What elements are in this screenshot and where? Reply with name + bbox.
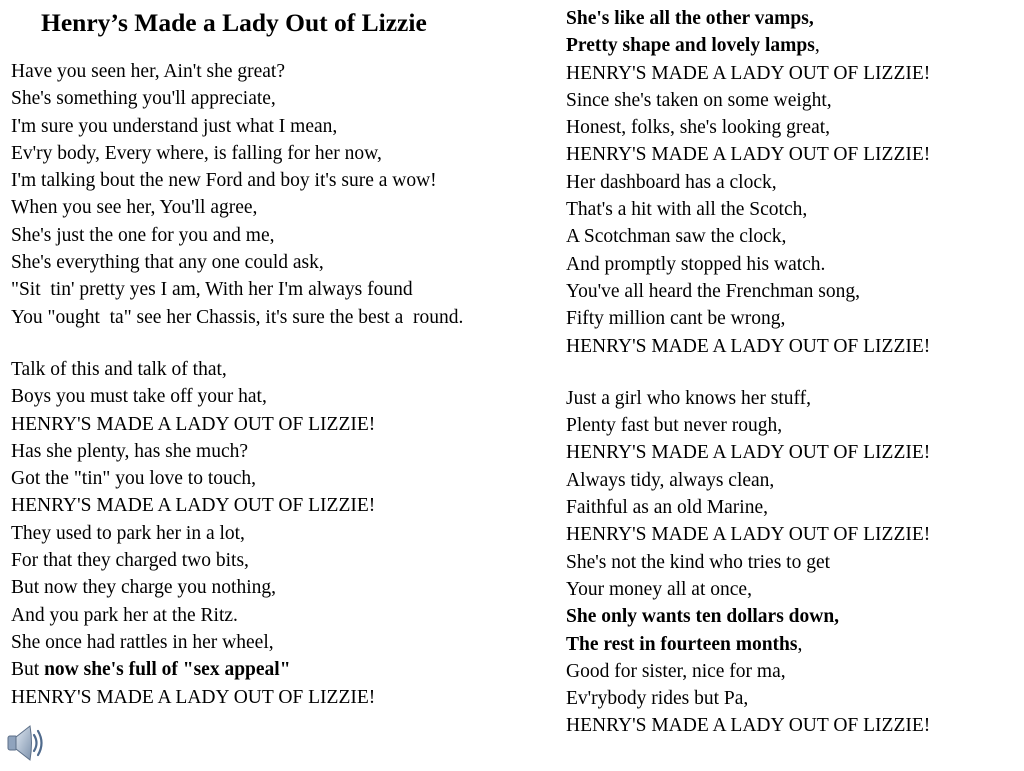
lyric-line [11,85,463,112]
audio-button[interactable] [2,720,48,766]
lyric-line [566,87,930,114]
lyric-text: Good for sister, nice for ma, [566,660,786,682]
lyric-text: I'm sure you understand just what I mean, [11,115,338,137]
lyric-text: HENRY'S MADE A LADY OUT OF LIZZIE! [566,524,931,546]
lyric-line [566,360,930,385]
lyric-text: I'm talking bout the new Ford and boy it's sure a wow! [11,170,437,192]
lyric-line [566,114,930,141]
lyric-line [566,196,930,223]
lyric-line [566,141,930,168]
lyric-text: They used to park her in a lot, [11,522,245,544]
lyric-text: Your money all at once, [566,578,752,600]
lyric-text: She once had rattles in her wheel, [11,631,274,653]
lyric-text: She's not the kind who tries to get [566,551,831,573]
lyric-text: HENRY'S MADE A LADY OUT OF LIZZIE! [566,715,931,737]
lyric-text: HENRY'S MADE A LADY OUT OF LIZZIE! [566,335,931,357]
lyric-line [566,169,930,196]
lyric-line [11,574,463,601]
lyric-text: Honest, folks, she's looking great, [566,117,831,139]
lyric-line [566,685,930,712]
lyric-line [566,278,930,305]
lyric-text: Have you seen her, Ain't she great? [11,61,286,82]
lyric-bold-text: The rest in fourteen months [566,633,798,655]
lyric-line [566,631,930,658]
lyric-line [566,521,930,548]
lyric-line [566,385,930,412]
lyric-text: , [797,633,803,655]
lyric-text: Ev'rybody rides but Pa, [566,688,749,710]
lyric-text: You've all heard the Frenchman song, [566,280,860,302]
lyric-line [566,305,930,332]
lyric-line [566,251,930,278]
lyric-text: HENRY'S MADE A LADY OUT OF LIZZIE! [11,413,376,435]
lyric-line [566,223,930,250]
lyric-line [11,629,463,656]
page-title: Henry’s Made a Lady Out of Lizzie [41,8,427,37]
lyric-line [11,547,463,574]
lyric-line [566,494,930,521]
lyric-text: She's something you'll appreciate, [11,88,276,110]
lyric-line [11,58,463,85]
lyric-text: Got the "tin" you love to touch, [11,468,257,490]
lyric-line [566,60,930,87]
lyric-line [566,467,930,494]
lyric-text: Boys you must take off your hat, [11,386,267,408]
lyric-text: When you see her, You'll agree, [11,197,258,219]
lyric-line [566,712,930,739]
lyric-line [566,32,930,59]
lyric-line [566,603,930,630]
lyric-line [11,167,463,194]
lyrics-right-column [566,5,930,740]
lyric-line [566,439,930,466]
lyrics-left-column [11,58,463,711]
lyric-text: For that they charged two bits, [11,550,249,572]
lyric-line [566,658,930,685]
lyric-text: Ev'ry body, Every where, is falling for her now, [11,142,382,164]
lyric-text: , [814,35,820,57]
lyric-text: A Scotchman saw the clock, [566,226,787,248]
lyric-line [11,222,463,249]
lyric-line [11,656,463,683]
lyric-line [566,333,930,360]
lyric-bold-text: She's like all the other vamps, [566,8,814,29]
lyric-line [11,276,463,303]
speaker-icon[interactable] [2,720,48,766]
lyric-line [11,411,463,438]
lyric-line [566,412,930,439]
lyric-line [11,356,463,383]
lyric-line [566,5,930,32]
lyric-text: Her dashboard has a clock, [566,171,777,193]
lyric-line [11,249,463,276]
lyric-line [11,520,463,547]
lyric-bold-text: now she's full of "sex appeal" [44,659,291,681]
lyric-text: Just a girl who knows her stuff, [566,387,811,409]
lyric-text: She's everything that any one could ask, [11,252,324,274]
lyric-text: She's just the one for you and me, [11,224,275,246]
lyric-text: Since she's taken on some weight, [566,89,832,111]
lyric-line [11,304,463,331]
lyric-text: Has she plenty, has she much? [11,440,249,462]
lyric-text: HENRY'S MADE A LADY OUT OF LIZZIE! [11,495,376,517]
lyric-line [11,602,463,629]
lyric-line [11,113,463,140]
lyric-line [11,465,463,492]
lyric-text: And promptly stopped his watch. [566,253,826,275]
lyric-text: HENRY'S MADE A LADY OUT OF LIZZIE! [566,442,931,464]
lyric-line [11,383,463,410]
lyric-text: Faithful as an old Marine, [566,497,768,519]
lyric-text: And you park her at the Ritz. [11,604,238,626]
lyric-text: Always tidy, always clean, [566,469,775,491]
lyric-text: "Sit tin' pretty yes I am, With her I'm always found [11,279,413,301]
lyric-bold-text: Pretty shape and lovely lamps [566,35,815,57]
lyric-line [566,549,930,576]
lyric-text: HENRY'S MADE A LADY OUT OF LIZZIE! [566,144,931,166]
lyric-text: You "ought ta" see her Chassis, it's sure the best a round. [11,306,464,328]
lyric-bold-text: She only wants ten dollars down, [566,606,840,628]
lyric-text: Plenty fast but never rough, [566,415,783,437]
lyric-line [11,194,463,221]
lyric-line [11,331,463,356]
lyric-line [11,140,463,167]
lyric-line [11,492,463,519]
lyric-text: HENRY'S MADE A LADY OUT OF LIZZIE! [566,62,931,84]
lyric-text: Talk of this and talk of that, [11,358,227,380]
lyric-text: That's a hit with all the Scotch, [566,199,808,221]
lyric-text: Fifty million cant be wrong, [566,308,786,330]
lyric-line [11,684,463,711]
lyric-text: But now they charge you nothing, [11,577,277,599]
lyric-line [566,576,930,603]
lyric-line [11,438,463,465]
lyric-text: But [11,659,45,681]
lyric-text: HENRY'S MADE A LADY OUT OF LIZZIE! [11,686,376,708]
